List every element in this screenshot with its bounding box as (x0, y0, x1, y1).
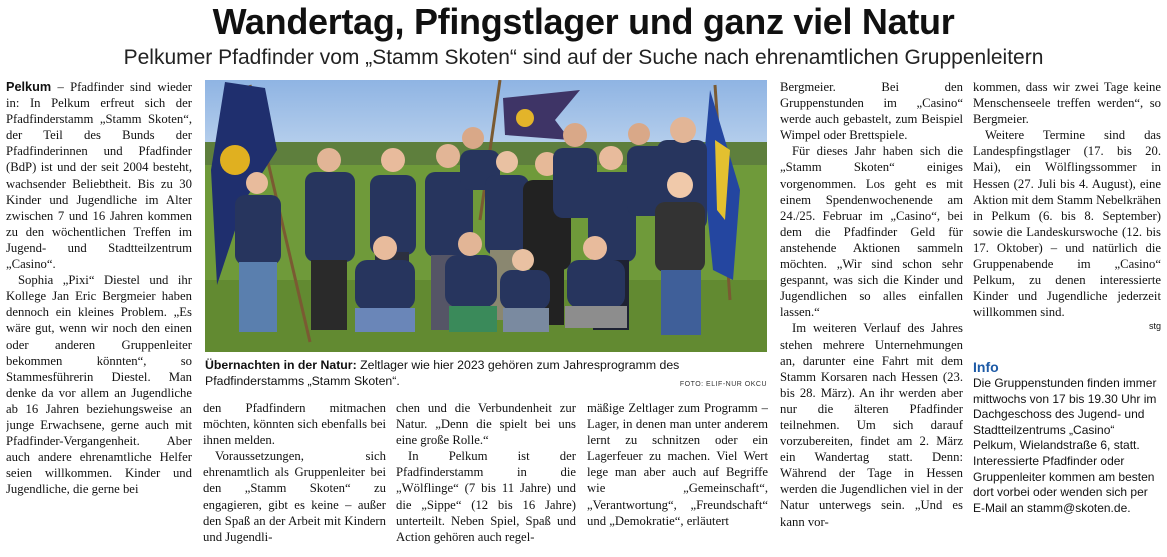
column-5-paragraph-1: Bergmeier. Bei den Gruppenstunden im „Casino“ werde auch gebastelt, zum Beispiel Wimpel oder Brettspiele. (780, 80, 963, 143)
column-6-paragraph-2: Weitere Termine sind das Landespfingstlager (17. bis 20. Mai), ein Wölflingssommer in Hessen (27. Juli bis 4. August), eine Aktion mit dem Stamm Nebelkrähen in Pelkum (6. bis 8. September) sowie die Landeskurswoche (12. bis 17. Oktober) – und natürlich die Gruppenabende im „Casino“ Pelkum, zu denen interessierte Kinder und Jugendliche jederzeit willkommen sind. (973, 128, 1161, 320)
caption-text: Zeltlager wie hier 2023 gehören zum Jahresprogramm des Pfadfinderstamms „Stamm Skoten“. (205, 358, 680, 388)
column-5-paragraph-3: Im weiteren Verlauf des Jahres stehen mehrere Unternehmungen an, darunter eine Fahrt mit dem Stamm Korsaren nach Hessen (23. bis 28. März). An ihr werden aber nur die älteren Pfadfinder teilnehmen. Um sich darauf vorzubereiten, findet am 2. März ein Wandertag statt. Denn: Während der Tage in Hessen werden die Jugendlichen viel in der Natur unterwegs sein. „Und es kann vor- (780, 321, 963, 529)
info-title: Info (973, 359, 999, 375)
info-box (973, 358, 1161, 554)
column-1-paragraph-1-text: – Pfadfinder sind wieder in: In Pelkum erfreut sich der Pfadfinderstamm „Stamm Skoten“, der Teil des Bunds der Pfadfinderinnen und Pfadfinder (BdP) ist und der seit 2004 besteht, wachsender Beliebtheit. Bis zu 30 Kinder und Jugendliche im Alter zwischen 7 und 16 Jahren kommen zu den wöchentlichen Treffen im Jugend- und Stadtteilzentrum „Casino“. (6, 80, 192, 272)
column-3-paragraph-2: In Pelkum ist der Pfadfinderstamm in die „Wölflinge“ (7 bis 11 Jahre) und die „Sippe“ (12 bis 16 Jahre) unterteilt. Neben Spiel, Spaß und Action gehören auch regel- (396, 449, 576, 544)
article-column-4 (587, 400, 768, 554)
photo-caption (205, 357, 767, 393)
column-4-paragraph-1: mäßige Zeltlager zum Programm – Lager, in denen man unter anderem lernt zu schnitzen oder ein Lagerfeuer zu machen. Viel Wert lege man aber auch auf Begriffe wie „Gemeinschaft“, „Verantwortung“, „Freundschaft“ und „Demokratie“, erläutert (587, 401, 768, 528)
column-2-paragraph-1: den Pfadfindern mitmachen möchten, könnten sich ebenfalls bei ihnen melden. (203, 401, 386, 448)
column-3-paragraph-1: chen und die Verbundenheit zur Natur. „Denn die spielt bei uns eine große Rolle.“ (396, 401, 576, 448)
caption-label: Übernachten in der Natur: (205, 358, 357, 372)
article-photo (205, 80, 767, 352)
article-column-2 (203, 400, 386, 554)
column-6-paragraph-1: kommen, dass wir zwei Tage keine Menschenseele treffen werden“, so Bergmeier. (973, 80, 1161, 127)
column-1-paragraph-1 (6, 79, 192, 272)
article-subheadline: Pelkumer Pfadfinder vom „Stamm Skoten“ sind auf der Suche nach ehrenamtlichen Gruppenleitern (123, 46, 1044, 69)
article-column-1 (6, 79, 192, 553)
dateline: Pelkum (6, 80, 52, 94)
scout-group-photo (205, 80, 767, 352)
photo-credit: FOTO: ELIF-NUR OKCU (679, 381, 767, 388)
column-2-paragraph-2: Voraussetzungen, sich ehrenamtlich als Gruppenleiter bei den „Stamm Skoten“ zu engagieren, gibt es keine – außer den Spaß an der Arbeit mit Kindern und Jugendli- (203, 449, 386, 544)
info-text: Die Gruppenstunden finden immer mittwochs von 17 bis 19.30 Uhr im Dachgeschoss des Jugend- und Stadtteilzentrums „Casino“ Pelkum, Wielandstraße 6, statt. Interessierte Pfadfinder oder Gruppenleiter kommen am besten dort vorbei oder wenden sich per E-Mail an stamm@skoten.de. (973, 376, 1157, 515)
column-1-paragraph-2: Sophia „Pixi“ Diestel und ihr Kollege Jan Eric Bergmeier haben dennoch ein kleines Problem. „Es wäre gut, wenn wir noch den einen oder anderen Gruppenleiter bekommen könnten“, so Stammesführerin Diestel. Man denke da vor allem an Jugendliche ab 16 Jahren beziehungsweise an junge Erwachsene, gerne auch mit Pfadfinder-Vergangenheit. Aber auch andere ehrenamtliche Helfer seien willkommen. Kinder und Jugendliche, die gerne bei (6, 273, 192, 497)
article-column-3 (396, 400, 576, 554)
author-signature: stg (1148, 321, 1161, 332)
column-5-paragraph-2: Für dieses Jahr haben sich die „Stamm Skoten“ einiges vorgenommen. Los geht es mit einem Spendenwochenende am 24./25. Februar im „Casino“, bei dem die Pfadfinder Geld für anstehende Aktionen sammeln möchten. „Wir sind schon sehr gespannt, was sich die Kinder und Jugendlichen so alles einfallen lassen.“ (780, 144, 963, 320)
article-column-6 (973, 79, 1161, 345)
article-column-5 (780, 79, 963, 554)
article-headline: Wandertag, Pfingstlager und ganz viel Natur (212, 1, 955, 42)
